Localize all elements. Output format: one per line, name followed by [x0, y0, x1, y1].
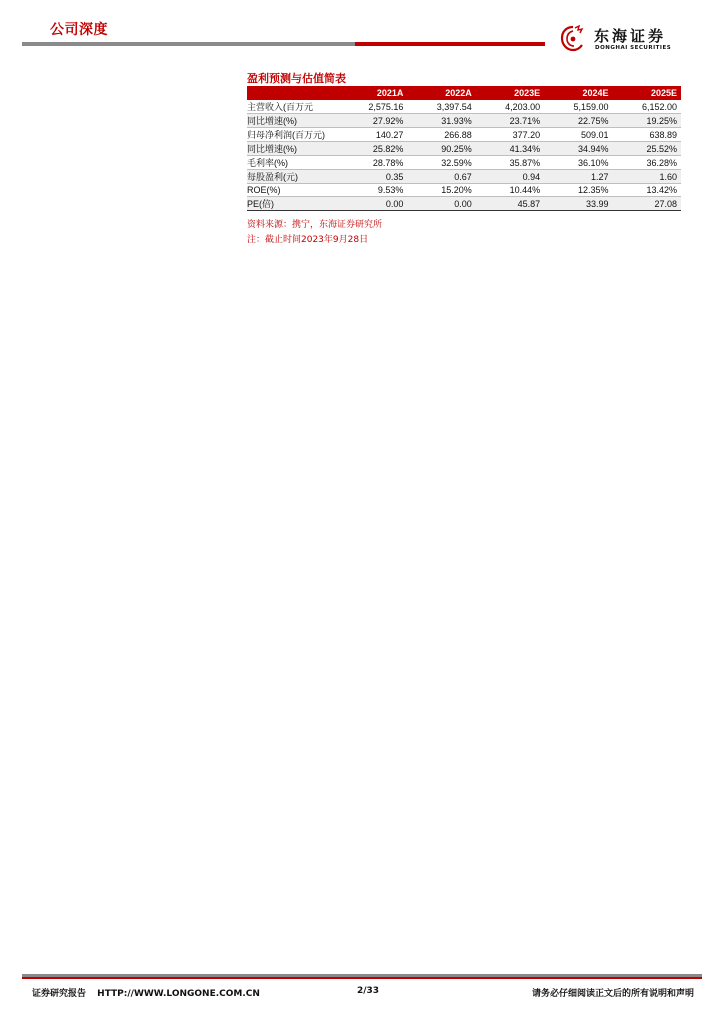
disclaimer-text: 请务必仔细阅读正文后的所有说明和声明 — [531, 989, 694, 999]
table-cell: 1.27 — [544, 170, 612, 184]
table-row — [247, 197, 681, 211]
table-cell: 36.28% — [613, 156, 681, 170]
table-row — [247, 114, 681, 128]
header-cell-year: 2022A — [407, 86, 475, 100]
company-logo — [558, 24, 708, 54]
table-cell: 25.52% — [613, 142, 681, 156]
row-label: ROE(%) — [247, 184, 339, 197]
table-cell: 27.08 — [613, 197, 681, 211]
header-cell-year: 2025E — [613, 86, 681, 100]
table-cell: 0.94 — [476, 170, 544, 184]
table-cell: 377.20 — [476, 128, 544, 142]
table-cell: 33.99 — [544, 197, 612, 211]
table-cell: 9.53% — [339, 184, 407, 197]
table-cell: 45.87 — [476, 197, 544, 211]
website-link[interactable]: HTTP://WWW.LONGONE.COM.CN — [97, 989, 260, 999]
logo-english-name: DONGHAI SECURITIES — [595, 45, 672, 51]
header-cell-year: 2024E — [544, 86, 612, 100]
table-cell: 23.71% — [476, 114, 544, 128]
table-title: 盈利预测与估值简表 — [247, 72, 346, 85]
report-label: 证券研究报告 — [32, 989, 87, 999]
table-cell: 41.34% — [476, 142, 544, 156]
table-cell: 12.35% — [544, 184, 612, 197]
table-row — [247, 170, 681, 184]
table-cell: 6,152.00 — [613, 100, 681, 114]
row-label: 同比增速(%) — [247, 142, 339, 156]
table-cell: 31.93% — [407, 114, 475, 128]
footer-left — [32, 986, 260, 999]
table-cell: 140.27 — [339, 128, 407, 142]
table-cell: 32.59% — [407, 156, 475, 170]
table-row — [247, 142, 681, 156]
table-cell: 0.35 — [339, 170, 407, 184]
table-cell: 0.67 — [407, 170, 475, 184]
table-row — [247, 156, 681, 170]
date-note: 注：截止时间2023年9月28日 — [247, 235, 369, 245]
row-label: 同比增速(%) — [247, 114, 339, 128]
row-label: 归母净利润(百万元) — [247, 128, 339, 142]
section-title: 公司深度 — [50, 22, 108, 38]
table-cell: 0.00 — [339, 197, 407, 211]
header-cell-year: 2021A — [339, 86, 407, 100]
table-cell: 0.00 — [407, 197, 475, 211]
forecast-table — [247, 86, 681, 211]
table-cell: 22.75% — [544, 114, 612, 128]
row-label: 主营收入(百万元 — [247, 100, 339, 114]
table-cell: 36.10% — [544, 156, 612, 170]
table-cell: 509.01 — [544, 128, 612, 142]
header-cell-year: 2023E — [476, 86, 544, 100]
table-cell: 13.42% — [613, 184, 681, 197]
table-cell: 638.89 — [613, 128, 681, 142]
dragon-logo-icon — [558, 24, 588, 54]
table-cell: 27.92% — [339, 114, 407, 128]
table-header-row — [247, 86, 681, 100]
page-number: 2/33 — [357, 986, 380, 996]
table-cell: 28.78% — [339, 156, 407, 170]
table-cell: 19.25% — [613, 114, 681, 128]
logo-name: 东海证券 — [594, 27, 667, 45]
table-cell: 266.88 — [407, 128, 475, 142]
footer-accent-bar — [22, 977, 702, 979]
table-cell: 35.87% — [476, 156, 544, 170]
row-label: PE(倍) — [247, 197, 339, 211]
table-cell: 3,397.54 — [407, 100, 475, 114]
table-cell: 10.44% — [476, 184, 544, 197]
table-cell: 90.25% — [407, 142, 475, 156]
row-label: 毛利率(%) — [247, 156, 339, 170]
table-cell: 34.94% — [544, 142, 612, 156]
table-row — [247, 184, 681, 197]
table-cell: 5,159.00 — [544, 100, 612, 114]
table-row — [247, 128, 681, 142]
source-note: 资料来源：携宁，东海证券研究所 — [247, 220, 383, 230]
table-cell: 2,575.16 — [339, 100, 407, 114]
header-accent-bar — [355, 42, 545, 46]
table-row — [247, 100, 681, 114]
table-cell: 4,203.00 — [476, 100, 544, 114]
table-cell: 1.60 — [613, 170, 681, 184]
header-cell-empty — [247, 86, 339, 100]
table-cell: 25.82% — [339, 142, 407, 156]
table-cell: 15.20% — [407, 184, 475, 197]
row-label: 每股盈利(元) — [247, 170, 339, 184]
